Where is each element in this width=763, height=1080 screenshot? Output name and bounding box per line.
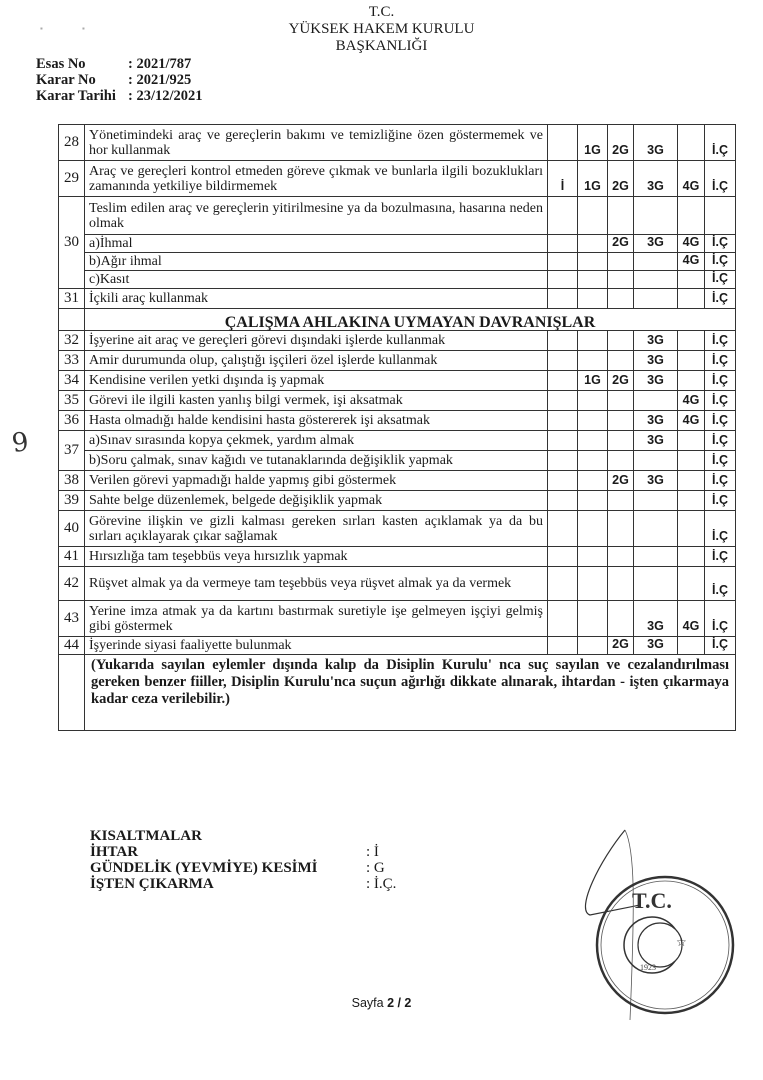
row-number: 35: [59, 391, 85, 411]
penalty-cell-ihtar: [548, 391, 578, 411]
table-row: [59, 197, 736, 235]
offense-description: İşyerine ait araç ve gereçleri görevi dışındaki işlerde kullanmak: [85, 331, 548, 351]
row-number: 36: [59, 411, 85, 431]
header-department: BAŞKANLIĞI: [335, 38, 428, 54]
penalty-cell-isten-cikarma: İ.Ç: [705, 547, 736, 567]
penalty-cell-4g: [678, 289, 705, 309]
penalty-cell-3g: 3G: [634, 471, 678, 491]
penalty-cell-1g: [578, 253, 608, 271]
penalty-cell-3g: 3G: [634, 431, 678, 451]
penalty-cell-2g: [608, 331, 634, 351]
meta-label: Esas No: [36, 56, 86, 72]
penalty-cell-2g: [608, 491, 634, 511]
penalty-cell-1g: [578, 431, 608, 451]
table-row: [59, 471, 736, 491]
penalty-cell-1g: 1G: [578, 371, 608, 391]
penalty-cell-isten-cikarma: İ.Ç: [705, 253, 736, 271]
penalty-cell-3g: [634, 567, 678, 601]
offense-description: Yerine imza atmak ya da kartını bastırmak suretiyle işe gelmeyen işçiyi gelmiş gibi göstermek: [85, 601, 548, 637]
row-number: 38: [59, 471, 85, 491]
penalty-cell-isten-cikarma: İ.Ç: [705, 371, 736, 391]
penalty-cell-2g: 2G: [608, 235, 634, 253]
penalty-cell-3g: [634, 451, 678, 471]
row-number: 33: [59, 351, 85, 371]
penalty-cell-2g: 2G: [608, 371, 634, 391]
penalty-cell-1g: [578, 289, 608, 309]
penalty-cell-ihtar: [548, 491, 578, 511]
row-number: 28: [59, 125, 85, 161]
meta-karar-no: [36, 72, 203, 88]
meta-value: : 23/12/2021: [128, 88, 203, 104]
penalty-cell-4g: [678, 451, 705, 471]
penalty-cell-4g: [678, 197, 705, 235]
stamp-star-icon: ☆: [676, 935, 687, 949]
table-row: [59, 289, 736, 309]
meta-value: : 2021/925: [128, 72, 192, 88]
scan-speck: ▪: [82, 24, 85, 33]
penalty-cell-ihtar: [548, 331, 578, 351]
penalty-cell-isten-cikarma: İ.Ç: [705, 271, 736, 289]
table-row: [59, 125, 736, 161]
handwritten-margin-note: 9: [9, 426, 31, 460]
offense-description: Yönetimindeki araç ve gereçlerin bakımı ve temizliğine özen göstermemek ve hor kullanmak: [85, 125, 548, 161]
penalty-cell-1g: [578, 331, 608, 351]
penalty-cell-3g: 3G: [634, 331, 678, 351]
penalty-cell-1g: [578, 471, 608, 491]
penalty-cell-2g: [608, 567, 634, 601]
offense-description: Verilen görevi yapmadığı halde yapmış gibi göstermek: [85, 471, 548, 491]
table-row: [59, 511, 736, 547]
meta-value: : 2021/787: [128, 56, 192, 72]
table-row: [59, 391, 736, 411]
section-title: ÇALIŞMA AHLAKINA UYMAYAN DAVRANIŞLAR: [85, 309, 736, 331]
meta-esas-no: [36, 56, 203, 72]
penalty-cell-4g: [678, 125, 705, 161]
penalty-cell-4g: 4G: [678, 391, 705, 411]
penalty-cell-2g: [608, 511, 634, 547]
offense-description: İşyerinde siyasi faaliyette bulunmak: [85, 637, 548, 655]
penalty-cell-isten-cikarma: İ.Ç: [705, 351, 736, 371]
penalty-cell-ihtar: [548, 451, 578, 471]
penalty-cell-4g: [678, 271, 705, 289]
offense-description: Teslim edilen araç ve gereçlerin yitirilmesine ya da bozulmasına, hasarına neden olmak: [85, 197, 548, 235]
penalty-cell-isten-cikarma: İ.Ç: [705, 411, 736, 431]
penalty-cell-isten-cikarma: İ.Ç: [705, 511, 736, 547]
penalty-cell-1g: [578, 351, 608, 371]
penalty-cell-2g: [608, 411, 634, 431]
penalty-cell-isten-cikarma: İ.Ç: [705, 289, 736, 309]
penalty-cell-isten-cikarma: İ.Ç: [705, 331, 736, 351]
note-no-cell: [59, 655, 85, 731]
abbreviations-title: KISALTMALAR: [90, 828, 202, 844]
penalty-cell-isten-cikarma: İ.Ç: [705, 601, 736, 637]
meta-label: Karar No: [36, 72, 96, 88]
penalty-cell-1g: [578, 235, 608, 253]
offense-description: Araç ve gereçleri kontrol etmeden göreve çıkmak ve bunlarla ilgili bozuklukları zamanında yetkiliye bildirmemek: [85, 161, 548, 197]
penalty-cell-4g: [678, 351, 705, 371]
table-row: [59, 351, 736, 371]
penalty-cell-1g: [578, 271, 608, 289]
page-label: Sayfa: [351, 996, 384, 1010]
penalty-cell-ihtar: [548, 471, 578, 491]
penalty-table: [58, 124, 736, 731]
penalty-cell-ihtar: [548, 351, 578, 371]
offense-description: İçkili araç kullanmak: [85, 289, 548, 309]
row-number: 44: [59, 637, 85, 655]
penalty-cell-ihtar: [548, 235, 578, 253]
meta-label: Karar Tarihi: [36, 88, 116, 104]
offense-description: Amir durumunda olup, çalıştığı işçileri özel işlerde kullanmak: [85, 351, 548, 371]
penalty-cell-3g: [634, 253, 678, 271]
offense-description: Kendisine verilen yetki dışında iş yapmak: [85, 371, 548, 391]
penalty-cell-3g: [634, 271, 678, 289]
abbreviations: [90, 828, 396, 892]
penalty-cell-isten-cikarma: İ.Ç: [705, 471, 736, 491]
row-number: 40: [59, 511, 85, 547]
meta-karar-tarihi: [36, 88, 203, 104]
row-number: 41: [59, 547, 85, 567]
table-row: [59, 601, 736, 637]
penalty-cell-isten-cikarma: İ.Ç: [705, 491, 736, 511]
penalty-cell-2g: [608, 253, 634, 271]
penalty-cell-2g: [608, 289, 634, 309]
penalty-cell-isten-cikarma: [705, 197, 736, 235]
penalty-cell-3g: 3G: [634, 351, 678, 371]
table-row: [59, 235, 736, 253]
penalty-cell-4g: 4G: [678, 253, 705, 271]
table-row: [59, 431, 736, 451]
penalty-cell-ihtar: [548, 125, 578, 161]
row-number: 34: [59, 371, 85, 391]
penalty-cell-4g: [678, 371, 705, 391]
penalty-cell-isten-cikarma: İ.Ç: [705, 637, 736, 655]
penalty-cell-3g: 3G: [634, 125, 678, 161]
penalty-cell-1g: [578, 567, 608, 601]
table-row: [59, 161, 736, 197]
abbr-item: [90, 860, 396, 876]
penalty-cell-2g: 2G: [608, 637, 634, 655]
note-row: [59, 655, 736, 731]
penalty-cell-2g: [608, 197, 634, 235]
table-row: [59, 451, 736, 471]
abbr-label: İŞTEN ÇIKARMA: [90, 876, 214, 892]
row-number: 31: [59, 289, 85, 309]
penalty-cell-3g: [634, 511, 678, 547]
offense-description: a)Sınav sırasında kopya çekmek, yardım almak: [85, 431, 548, 451]
penalty-cell-4g: [678, 637, 705, 655]
offense-description: b)Soru çalmak, sınav kağıdı ve tutanaklarında değişiklik yapmak: [85, 451, 548, 471]
penalty-cell-1g: 1G: [578, 161, 608, 197]
penalty-cell-2g: 2G: [608, 471, 634, 491]
table-row: [59, 371, 736, 391]
table-row: [59, 253, 736, 271]
penalty-cell-ihtar: [548, 547, 578, 567]
penalty-cell-2g: [608, 547, 634, 567]
page-number: [0, 996, 763, 1010]
penalty-cell-3g: 3G: [634, 161, 678, 197]
table-row: [59, 567, 736, 601]
penalty-cell-3g: [634, 491, 678, 511]
penalty-cell-isten-cikarma: İ.Ç: [705, 235, 736, 253]
penalty-cell-1g: [578, 391, 608, 411]
penalty-cell-3g: [634, 547, 678, 567]
offense-description: c)Kasıt: [85, 271, 548, 289]
penalty-cell-isten-cikarma: İ.Ç: [705, 431, 736, 451]
penalty-cell-isten-cikarma: İ.Ç: [705, 451, 736, 471]
offense-description: b)Ağır ihmal: [85, 253, 548, 271]
stamp-tc-text: T.C.: [632, 888, 672, 913]
penalty-cell-ihtar: [548, 511, 578, 547]
penalty-cell-isten-cikarma: İ.Ç: [705, 567, 736, 601]
abbr-value: : G: [366, 860, 385, 876]
section-header-row: [59, 309, 736, 331]
table-row: [59, 271, 736, 289]
penalty-cell-ihtar: [548, 567, 578, 601]
row-number: 37: [59, 431, 85, 471]
offense-description: a)İhmal: [85, 235, 548, 253]
penalty-cell-3g: 3G: [634, 235, 678, 253]
penalty-cell-ihtar: [548, 601, 578, 637]
table-row: [59, 331, 736, 351]
penalty-cell-2g: [608, 431, 634, 451]
row-number: 30: [59, 197, 85, 289]
penalty-cell-ihtar: [548, 289, 578, 309]
offense-description: Sahte belge düzenlemek, belgede değişiklik yapmak: [85, 491, 548, 511]
penalty-cell-4g: [678, 431, 705, 451]
abbr-label: GÜNDELİK (YEVMİYE) KESİMİ: [90, 860, 318, 876]
penalty-cell-4g: 4G: [678, 601, 705, 637]
penalty-cell-2g: 2G: [608, 161, 634, 197]
penalty-cell-ihtar: [548, 411, 578, 431]
penalty-cell-3g: 3G: [634, 411, 678, 431]
penalty-cell-1g: [578, 637, 608, 655]
section-no-cell: [59, 309, 85, 331]
penalty-cell-ihtar: İ: [548, 161, 578, 197]
row-number: 43: [59, 601, 85, 637]
penalty-cell-1g: [578, 411, 608, 431]
penalty-cell-1g: [578, 451, 608, 471]
table-row: [59, 547, 736, 567]
penalty-cell-4g: [678, 331, 705, 351]
official-stamp: [580, 820, 740, 1020]
penalty-cell-ihtar: [548, 637, 578, 655]
abbr-item: [90, 844, 396, 860]
penalty-cell-4g: 4G: [678, 235, 705, 253]
penalty-cell-3g: [634, 391, 678, 411]
penalty-cell-2g: [608, 601, 634, 637]
penalty-cell-isten-cikarma: İ.Ç: [705, 391, 736, 411]
penalty-cell-4g: 4G: [678, 161, 705, 197]
penalty-cell-isten-cikarma: İ.Ç: [705, 125, 736, 161]
penalty-cell-3g: 3G: [634, 601, 678, 637]
penalty-cell-2g: [608, 391, 634, 411]
penalty-cell-4g: [678, 471, 705, 491]
offense-description: Hasta olmadığı halde kendisini hasta göstererek işi aksatmak: [85, 411, 548, 431]
penalty-cell-1g: [578, 197, 608, 235]
offense-description: Hırsızlığa tam teşebbüs veya hırsızlık yapmak: [85, 547, 548, 567]
stamp-year: 1923: [640, 963, 656, 972]
penalty-cell-ihtar: [548, 271, 578, 289]
row-number: 32: [59, 331, 85, 351]
table-row: [59, 491, 736, 511]
penalty-cell-3g: 3G: [634, 637, 678, 655]
penalty-cell-ihtar: [548, 197, 578, 235]
penalty-cell-1g: 1G: [578, 125, 608, 161]
penalty-cell-2g: [608, 271, 634, 289]
penalty-cell-1g: [578, 547, 608, 567]
table-row: [59, 637, 736, 655]
penalty-cell-ihtar: [548, 431, 578, 451]
offense-description: Görevi ile ilgili kasten yanlış bilgi vermek, işi aksatmak: [85, 391, 548, 411]
penalty-cell-3g: 3G: [634, 371, 678, 391]
penalty-cell-ihtar: [548, 253, 578, 271]
penalty-cell-4g: [678, 491, 705, 511]
abbr-value: : İ.Ç.: [366, 876, 397, 892]
penalty-cell-isten-cikarma: İ.Ç: [705, 161, 736, 197]
abbr-value: : İ: [366, 844, 379, 860]
row-number: 39: [59, 491, 85, 511]
penalty-cell-1g: [578, 601, 608, 637]
penalty-cell-4g: [678, 547, 705, 567]
penalty-cell-2g: 2G: [608, 125, 634, 161]
page-count: 2 / 2: [387, 996, 412, 1010]
penalty-cell-1g: [578, 511, 608, 547]
penalty-cell-ihtar: [548, 371, 578, 391]
offense-description: Görevine ilişkin ve gizli kalması gereken sırları kasten açıklamak ya da bu sırları açıklayarak çıkar sağlamak: [85, 511, 548, 547]
penalty-cell-3g: [634, 289, 678, 309]
penalty-cell-4g: [678, 567, 705, 601]
note-text: (Yukarıda sayılan eylemler dışında kalıp da Disiplin Kurulu' nca suç sayılan ve cezalandırılması gereken benzer fiiller, Disiplin Kurulu'nca suçun ağırlığı dikkate alınarak, ihtardan - işten çıkarmaya kadar ceza verilebilir.): [85, 655, 736, 731]
penalty-cell-4g: [678, 511, 705, 547]
penalty-cell-1g: [578, 491, 608, 511]
penalty-cell-2g: [608, 351, 634, 371]
scan-speck: ▪: [40, 24, 43, 33]
table-row: [59, 411, 736, 431]
penalty-cell-3g: [634, 197, 678, 235]
row-number: 29: [59, 161, 85, 197]
header-institution: YÜKSEK HAKEM KURULU: [288, 21, 475, 37]
abbr-item: [90, 876, 396, 892]
penalty-cell-2g: [608, 451, 634, 471]
abbr-label: İHTAR: [90, 844, 139, 860]
case-metadata: [36, 56, 203, 104]
penalty-cell-4g: 4G: [678, 411, 705, 431]
row-number: 42: [59, 567, 85, 601]
header-tc: T.C.: [368, 4, 395, 20]
offense-description: Rüşvet almak ya da vermeye tam teşebbüs veya rüşvet almak ya da vermek: [85, 567, 548, 601]
